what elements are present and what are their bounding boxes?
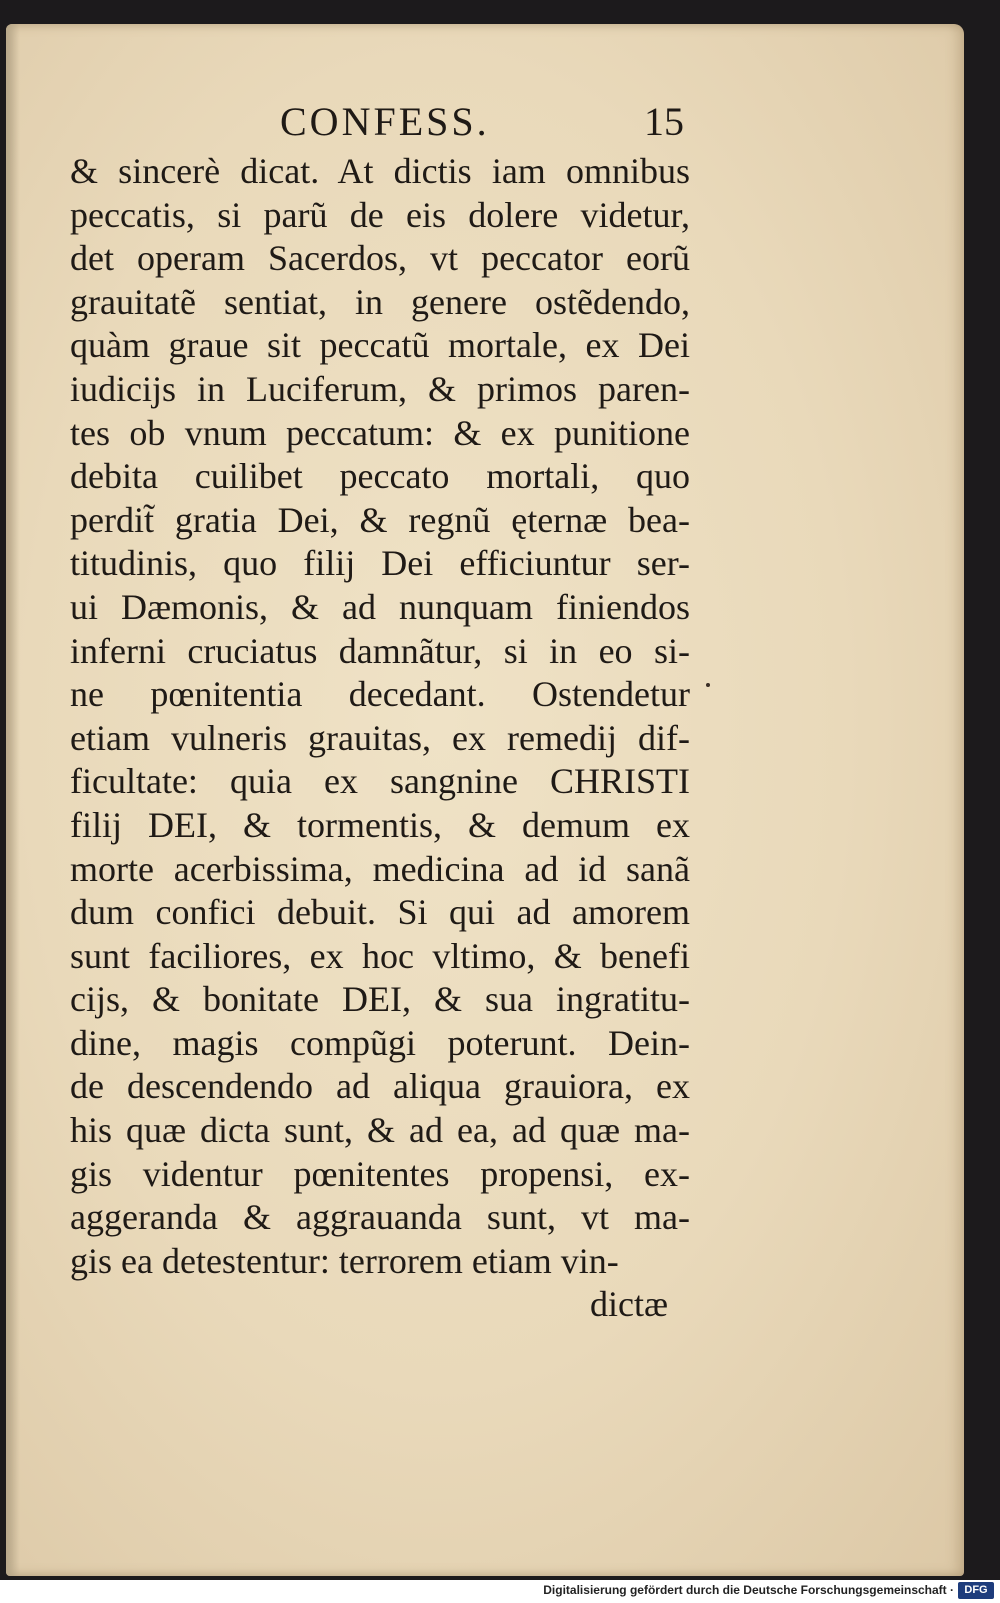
text-line: cijs, & bonitate DEI, & sua ingratitu- [70,979,690,1020]
text-line: perdit̃ gratia Dei, & regnũ ęternæ bea- [70,499,690,540]
text-line: titudinis, quo filij Dei efficiuntur ser- [70,543,690,584]
text-line: etiam vulneris grauitas, ex remedij dif- [70,717,690,758]
text-line: ficultate: quia ex sangnine CHRISTI [70,761,690,802]
running-head-title: CONFESS. [280,99,490,144]
funding-credit: Digitalisierung gefördert durch die Deutsche Forschungsgemeinschaft · [543,1583,954,1597]
text-line: gis ea detestentur: terrorem etiam vin- [70,1240,619,1281]
text-line: grauitatẽ sentiat, in genere ostẽdendo, [70,281,690,322]
ink-speck [706,683,710,687]
text-line: sunt faciliores, ex hoc vltimo, & benefi [70,935,690,976]
text-line: filij DEI, & tormentis, & demum ex [70,804,690,845]
text-line: dine, magis compũgi poterunt. Dein- [70,1022,690,1063]
catchword: dictæ [590,1284,668,1325]
text-line: det operam Sacerdos, vt peccator eorũ [70,238,690,279]
text-line: gis videntur pœnitentes propensi, ex- [70,1153,690,1194]
text-line: & sincerè dicat. At dictis iam omnibus [70,151,690,191]
text-line: his quæ dicta sunt, & ad ea, ad quæ ma- [70,1110,690,1151]
text-line: debita cuilibet peccato mortali, quo [70,456,690,497]
text-line: morte acerbissima, medicina ad id sanã [70,848,690,889]
page-spine-shadow [6,24,20,1576]
text-line: dum confici debuit. Si qui ad amorem [70,892,690,933]
text-line: ne pœnitentia decedant. Ostendetur [70,674,690,715]
text-line: tes ob vnum peccatum: & ex punitione [70,412,690,453]
text-line: ui Dæmonis, & ad nunquam finiendos [70,586,690,627]
text-line: inferni cruciatus damnãtur, si in eo si- [70,630,690,671]
text-line: de descendendo ad aliqua grauiora, ex [70,1066,690,1107]
dfg-logo: DFG [958,1582,994,1599]
page-text-block [70,90,690,1327]
text-line: iudicijs in Luciferum, & primos paren- [70,368,690,409]
text-line: aggeranda & aggrauanda sunt, vt ma- [70,1197,690,1238]
page-number: 15 [644,99,684,144]
footer-strip [0,1580,1000,1603]
text-line: peccatis, si parũ de eis dolere videtur, [70,194,690,235]
body-text [70,150,690,1283]
text-line: quàm graue sit peccatũ mortale, ex Dei [70,325,690,366]
running-head [70,90,690,150]
